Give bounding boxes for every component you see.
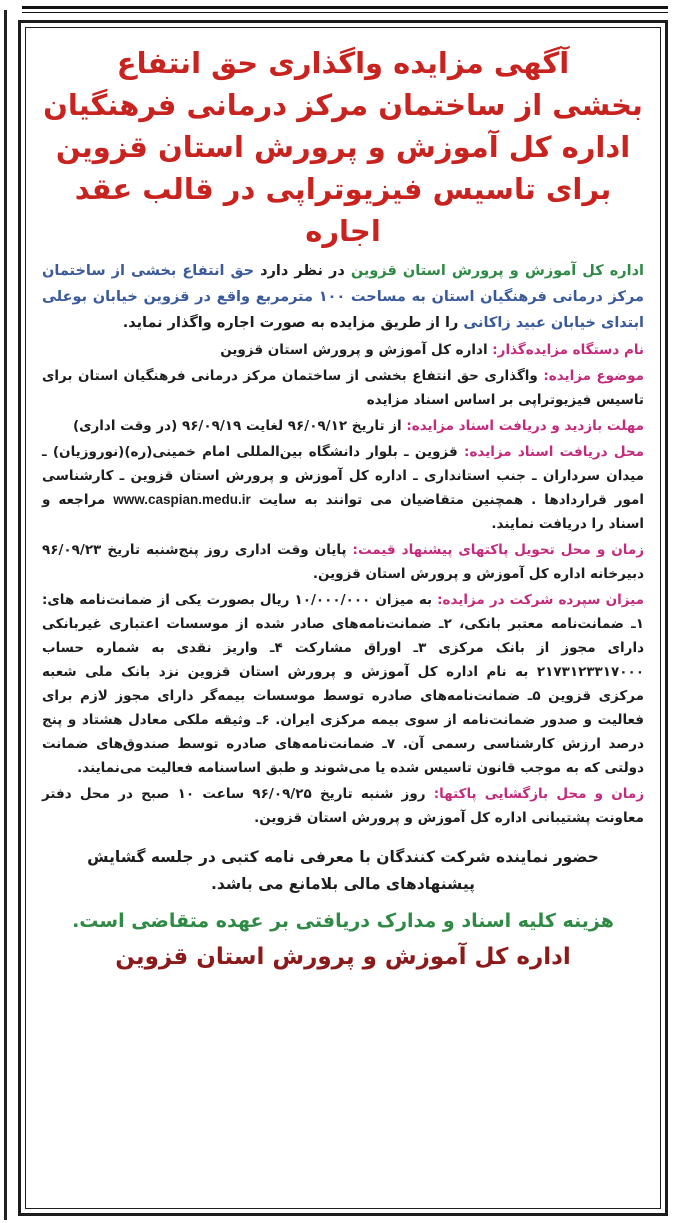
- intro-subject: حق انتفاع بخشی از ساختمان مرکز درمانی فرهنگیان استان به مساحت ۱۰۰ مترمربع واقع در قزوین خیابان بوعلی ابتدای خیابان عبید زاکانی: [42, 263, 644, 331]
- delivery-text: پایان وقت اداری روز پنج‌شنبه تاریخ ۹۶/۰۹/۲۳ دبیرخانه اداره کل آموزش و پرورش استان قزوین.: [42, 542, 644, 582]
- opening-text: روز شنبه تاریخ ۹۶/۰۹/۲۵ ساعت ۱۰ صبح در محل دفتر معاونت پشتیبانی اداره کل آموزش و پرورش استان قزوین.: [42, 786, 644, 826]
- documents-location-tail: مراجعه و اسناد را دریافت نمایند.: [42, 492, 644, 532]
- attendance-note: حضور نماینده شرکت کنندگان با معرفی نامه کتبی در جلسه گشایش پیشنهادهای مالی بلامانع می باشد.: [87, 848, 599, 893]
- subject-text: واگذاری حق انتفاع بخشی از ساختمان مرکز درمانی فرهنگیان استان برای تاسیس فیزیوتراپی بر اساس اسناد مزایده: [42, 368, 644, 408]
- deadline-item: [42, 414, 644, 438]
- intro-connector: در نظر دارد: [254, 263, 351, 279]
- opening-label: زمان و محل بازگشایی پاکتها:: [433, 786, 644, 802]
- deposit-text: به میزان ۱۰/۰۰۰/۰۰۰ ریال بصورت یکی از ضمانت‌نامه های: ۱ـ ضمانت‌نامه معتبر بانکی، ۲ـ ضمانت‌نامه‌های صادر شده از موسسات اعتباری غیربانکی دارای مجوز از بانک مرکزی ۳ـ اوراق مشارکت ۴ـ واریز نقدی به شماره حساب ۲۱۷۳۱۲۳۳۱۷۰۰۰ به نام اداره کل آموزش و پرورش استان قزوین نزد بانک ملی شعبه مرکزی قزوین ۵ـ ضمانت‌نامه‌های صادره توسط موسسات بیمه‌گر دارای مجوز لازم برای فعالیت و صدور ضمانت‌نامه از سوی بیمه مرکزی ایران. ۶ـ وثیقه ملکی معادل هشتاد و پنج درصد ارزش کارشناسی رسمی آن. ۷ـ ضمانت‌نامه‌های صادره توسط صندوق‌های ضمانت دولتی که به موجب قانون تاسیس شده یا می‌شوند و طبق اساسنامه فعالیت می‌نمایند.: [42, 592, 645, 776]
- website-link[interactable]: www.caspian.medu.ir: [113, 492, 251, 507]
- ad-title: [42, 42, 644, 252]
- documents-location-text: قزوین ـ بلوار دانشگاه بین‌المللی امام خمینی(ره)(نوروزیان) ـ میدان سرداران ـ جنب استانداری ـ اداره کل آموزش و پرورش استان قزوین ـ کارشناسی امور قراردادها . همچنین متقاضیان می توانند به سایت: [42, 444, 644, 508]
- title-line-2: بخشی از ساختمان مرکز درمانی فرهنگیان: [43, 88, 643, 122]
- auctioneer-item: [42, 338, 644, 362]
- cost-note: هزینه کلیه اسناد و مدارک دریافتی بر عهده متقاضی است.: [72, 910, 614, 932]
- deposit-item: [42, 588, 644, 780]
- documents-location-item: [42, 440, 644, 536]
- deadline-text: از تاریخ ۹۶/۰۹/۱۲ لغایت ۹۶/۰۹/۱۹ (در وقت اداری): [72, 418, 407, 434]
- intro-organization: اداره کل آموزش و پرورش استان قزوین: [350, 263, 644, 279]
- documents-location-label: محل دریافت اسناد مزایده:: [464, 444, 644, 460]
- deadline-label: مهلت بازدید و دریافت اسناد مزایده:: [406, 418, 644, 434]
- opening-item: [42, 782, 644, 830]
- subject-label: موضوع مزایده:: [543, 368, 645, 384]
- intro-ending: را از طریق مزایده به صورت اجاره واگذار نماید.: [122, 315, 464, 331]
- delivery-label: زمان و محل تحویل پاکتهای پیشنهاد قیمت:: [352, 542, 644, 558]
- left-column-rule: [4, 10, 7, 1220]
- subject-item: [42, 364, 644, 412]
- title-line-4: برای تاسیس فیزیوتراپی در قالب عقد اجاره: [74, 172, 612, 248]
- auctioneer-text: اداره کل آموزش و پرورش استان قزوین: [220, 342, 493, 358]
- ad-content: [25, 27, 661, 1209]
- intro-paragraph: [42, 258, 644, 336]
- ad-frame: [18, 20, 668, 1216]
- top-border-line: [22, 6, 668, 9]
- signature: اداره کل آموزش و پرورش استان قزوین: [115, 944, 571, 970]
- deposit-label: میزان سپرده شرکت در مزایده:: [437, 592, 644, 608]
- top-border-line-thin: [22, 12, 668, 13]
- title-line-1: آگهی مزایده واگذاری حق انتفاع: [116, 46, 570, 80]
- auctioneer-label: نام دستگاه مزایده‌گذار:: [492, 342, 644, 358]
- delivery-item: [42, 538, 644, 586]
- title-line-3: اداره کل آموزش و پرورش استان قزوین: [55, 130, 631, 164]
